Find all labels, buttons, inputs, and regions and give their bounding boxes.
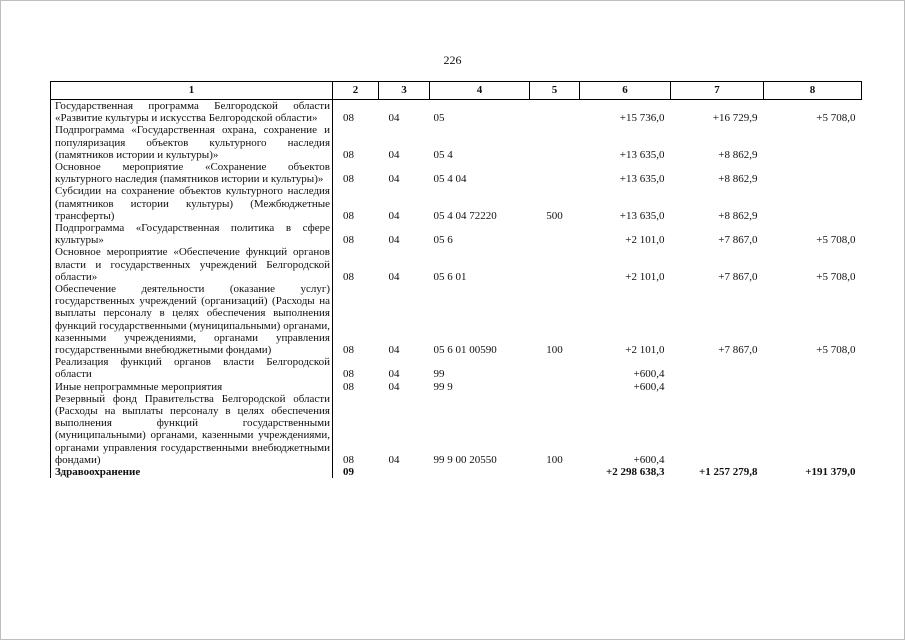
column-header: 1	[51, 82, 333, 100]
amount-col6: +2 298 638,3	[605, 466, 665, 479]
amount-col8	[764, 393, 862, 466]
table-row	[51, 161, 862, 185]
expense-type-code	[530, 246, 580, 283]
amount-col7: +8 862,9	[718, 148, 758, 161]
expense-name: Иные непрограммные мероприятия	[51, 381, 333, 393]
section-code: 08	[343, 209, 354, 222]
expense-type-code	[530, 161, 580, 185]
scan-artifact-line	[0, 0, 1, 640]
amount-col6: +2 101,0	[625, 234, 665, 247]
scan-artifact-line	[0, 0, 905, 1]
target-article-code: 05 4 04 72220	[433, 209, 497, 222]
subsection-code: 04	[388, 148, 400, 161]
subsection-code	[379, 466, 430, 478]
amount-col6: +600,4	[633, 453, 665, 466]
amount-col7: +7 867,0	[718, 344, 758, 357]
amount-col8	[764, 161, 862, 185]
expense-name: Подпрограмма «Государственная политика в сфере культуры»	[51, 222, 333, 246]
amount-col7: +1 257 279,8	[698, 466, 758, 479]
expense-name: Субсидии на сохранение объектов культурного наследия (памятников истории культуры) (Межбюджетные трансферты)	[51, 185, 333, 222]
amount-col6: +2 101,0	[625, 270, 665, 283]
amount-col7: +8 862,9	[718, 173, 758, 186]
target-article-code: 05 6 01	[433, 270, 467, 283]
amount-col7: +8 862,9	[718, 209, 758, 222]
expense-type-code	[530, 466, 580, 478]
target-article-code: 05 4 04	[433, 173, 467, 186]
table-row	[51, 283, 862, 356]
column-header: 7	[671, 82, 764, 100]
target-article-code: 99 9	[433, 380, 453, 393]
amount-col6: +15 736,0	[619, 112, 665, 125]
expense-type-code	[530, 222, 580, 246]
amount-col8: +5 708,0	[816, 112, 856, 125]
column-header: 5	[530, 82, 580, 100]
expense-name: Основное мероприятие «Обеспечение функций органов власти и государственных учреждений Белгородской области»	[51, 246, 333, 283]
subsection-code: 04	[388, 344, 400, 357]
expense-type-code	[530, 124, 580, 161]
table-body	[51, 100, 862, 479]
amount-col6: +13 635,0	[619, 148, 665, 161]
column-header: 4	[430, 82, 530, 100]
expense-name: Подпрограмма «Государственная охрана, сохранение и популяризация объектов культурного наследия (памятников истории и культуры)»	[51, 124, 333, 161]
subsection-code: 04	[388, 380, 400, 393]
table-row	[51, 100, 862, 125]
section-code: 08	[343, 234, 354, 247]
expense-name: Реализация функций органов власти Белгородской области	[51, 356, 333, 380]
page-number: 226	[443, 53, 462, 67]
target-article-code: 99	[433, 368, 445, 381]
section-code: 08	[343, 173, 354, 186]
amount-col6: +13 635,0	[619, 173, 665, 186]
target-article-code: 05 4	[433, 148, 453, 161]
table-row	[51, 185, 862, 222]
column-header: 8	[764, 82, 862, 100]
amount-col8: +5 708,0	[816, 344, 856, 357]
section-code: 08	[343, 453, 354, 466]
expense-type-code	[530, 356, 580, 380]
amount-col7: +7 867,0	[718, 270, 758, 283]
expense-name: Государственная программа Белгородской области «Развитие культуры и искусства Белгородской области»	[51, 100, 333, 125]
expense-type-code: 100	[546, 344, 563, 357]
expense-type-code	[530, 381, 580, 393]
table-row	[51, 222, 862, 246]
amount-col8	[764, 356, 862, 380]
section-code: 08	[343, 344, 354, 357]
amount-col7: +7 867,0	[718, 234, 758, 247]
table-row	[51, 393, 862, 466]
amount-col7: +16 729,9	[712, 112, 758, 125]
amount-col6: +600,4	[633, 380, 665, 393]
expense-name: Обеспечение деятельности (оказание услуг) государственных учреждений (организаций) (Расходы на выплаты персоналу в целях обеспечения выполнения функций государственными (муниципальными) органами, казенными учреждениями, органами управления государственными внебюджетными фондами)	[51, 283, 333, 356]
section-code: 08	[343, 368, 354, 381]
column-header: 6	[580, 82, 671, 100]
amount-col8	[764, 124, 862, 161]
expense-name: Резервный фонд Правительства Белгородской области (Расходы на выплаты персоналу в целях обеспечения выполнения функций государственными (муниципальными) органами, казенными учреждениями, органами управления государственными внебюджетными фондами)	[51, 393, 333, 466]
amount-col8: +191 379,0	[805, 466, 856, 479]
subsection-code: 04	[388, 173, 400, 186]
target-article-code: 05 6 01 00590	[433, 344, 497, 357]
subsection-code: 04	[388, 453, 400, 466]
subsection-code: 04	[388, 209, 400, 222]
subsection-code: 04	[388, 270, 400, 283]
target-article-code	[430, 466, 530, 478]
amount-col7	[671, 393, 764, 466]
section-code: 08	[343, 380, 354, 393]
table-row	[51, 124, 862, 161]
table-row	[51, 381, 862, 393]
amount-col8: +5 708,0	[816, 270, 856, 283]
amount-col6: +600,4	[633, 368, 665, 381]
expense-type-code: 100	[546, 453, 563, 466]
table-header-row	[51, 82, 862, 100]
subsection-code: 04	[388, 112, 400, 125]
section-code: 08	[343, 148, 354, 161]
expense-name: Здравоохранение	[51, 466, 333, 478]
expense-name: Основное мероприятие «Сохранение объектов культурного наследия (памятников истории и культуры)»	[51, 161, 333, 185]
column-header: 2	[333, 82, 379, 100]
expense-type-code: 500	[546, 209, 563, 222]
amount-col8: +5 708,0	[816, 234, 856, 247]
section-code: 08	[343, 112, 354, 125]
amount-col7	[671, 381, 764, 393]
column-header: 3	[379, 82, 430, 100]
amount-col6: +2 101,0	[625, 344, 665, 357]
target-article-code: 99 9 00 20550	[433, 453, 497, 466]
section-code: 09	[343, 466, 354, 479]
amount-col8	[764, 381, 862, 393]
budget-table	[50, 81, 862, 478]
expense-type-code	[530, 100, 580, 125]
subsection-code: 04	[388, 368, 400, 381]
table-row-total	[51, 466, 862, 478]
target-article-code: 05	[433, 112, 445, 125]
table-row	[51, 356, 862, 380]
amount-col8	[764, 185, 862, 222]
amount-col7	[671, 356, 764, 380]
amount-col6: +13 635,0	[619, 209, 665, 222]
subsection-code: 04	[388, 234, 400, 247]
section-code: 08	[343, 270, 354, 283]
target-article-code: 05 6	[433, 234, 453, 247]
table-row	[51, 246, 862, 283]
